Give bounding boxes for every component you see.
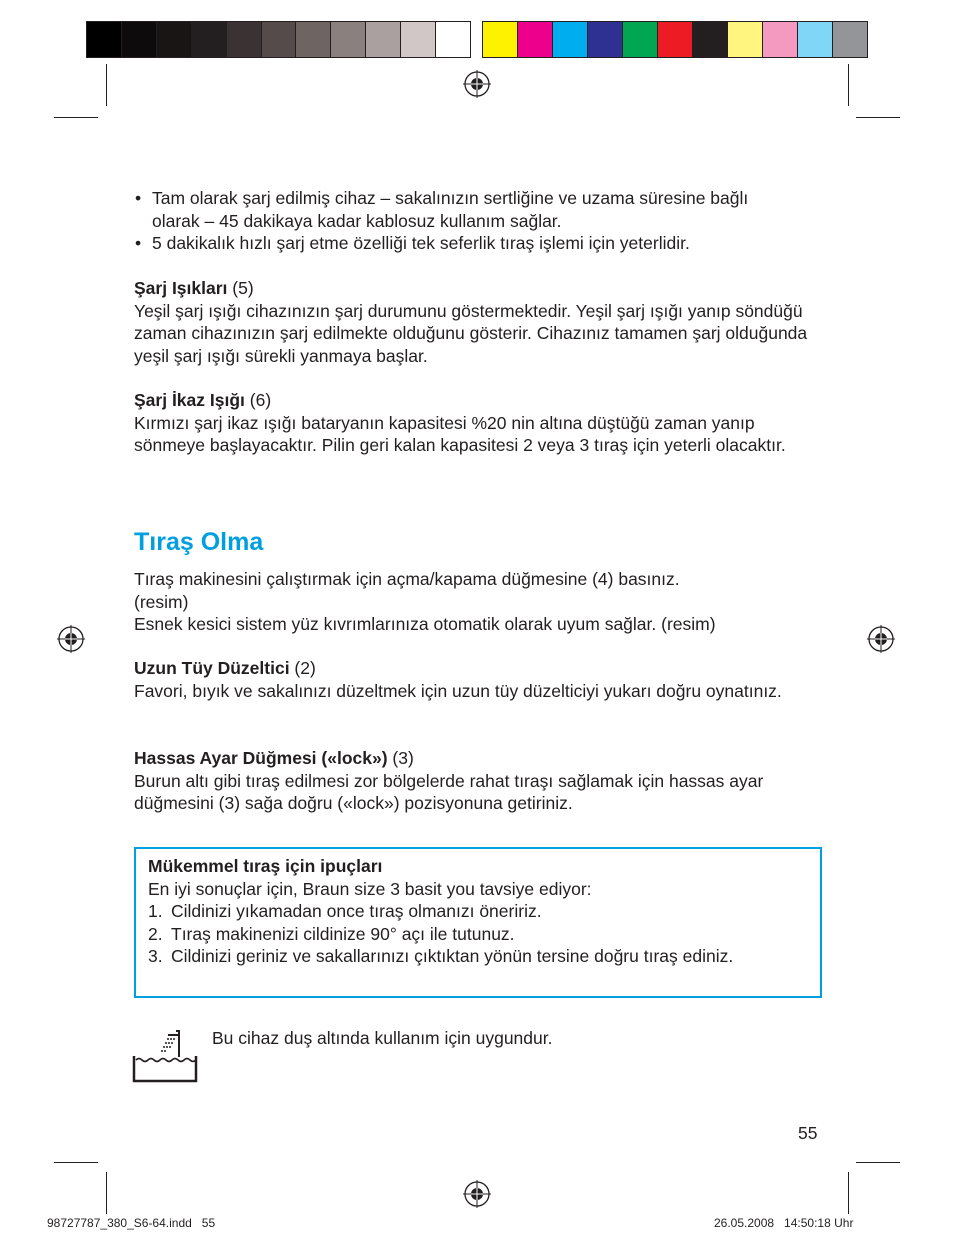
tips-intro: En iyi sonuçlar için, Braun size 3 basit you tavsiye ediyor: <box>148 878 592 899</box>
tips-item-text: Cildinizi geriniz ve sakallarınızı çıktıktan yönün tersine doğru tıraş ediniz. <box>171 946 734 966</box>
color-swatch <box>192 22 227 57</box>
section-ref: (6) <box>244 390 272 410</box>
color-swatch <box>366 22 401 57</box>
section-heading <box>134 747 824 770</box>
shaving-intro <box>134 568 834 636</box>
trimmer-section <box>134 657 794 702</box>
section-heading <box>134 657 794 680</box>
lock-section <box>134 747 824 815</box>
footer-date-info: 26.05.2008 14:50:18 Uhr <box>714 1216 854 1230</box>
crop-mark <box>54 1162 98 1163</box>
crop-mark <box>106 1172 107 1214</box>
shower-bath-icon <box>132 1027 198 1083</box>
registration-mark-icon <box>866 624 896 654</box>
section-title: Hassas Ayar Düğmesi («lock») <box>134 748 388 768</box>
section-body: Favori, bıyık ve sakalınızı düzeltmek için uzun tüy düzelticiyi yukarı doğru oynatınız. <box>134 680 782 701</box>
color-swatch <box>763 22 798 57</box>
tips-content <box>148 855 788 968</box>
registration-mark-icon <box>462 69 492 99</box>
section-heading <box>134 277 824 300</box>
color-swatch <box>728 22 763 57</box>
section-heading <box>134 389 804 412</box>
tips-item <box>148 900 788 923</box>
bullet-dot: • <box>135 188 142 208</box>
section-ref: (2) <box>289 658 316 678</box>
section-body: Burun altı gibi tıraş edilmesi zor bölgelerde rahat tıraşı sağlamak için hassas ayar düğmesini (3) sağa doğru («lock») pozisyonuna getiriniz. <box>134 770 764 813</box>
color-swatch <box>122 22 157 57</box>
registration-mark-icon <box>56 624 86 654</box>
tips-item <box>148 923 788 946</box>
tips-item <box>148 945 788 968</box>
color-swatch <box>833 22 867 57</box>
tips-title: Mükemmel tıraş için ipuçları <box>148 856 383 876</box>
color-swatch <box>553 22 588 57</box>
intro-line: (resim) <box>134 591 189 612</box>
bullet-text: Tam olarak şarj edilmiş cihaz – sakalınızın sertliğine ve uzama süresine bağlı olarak – 45 dakikaya kadar kablosuz kullanım sağlar. <box>152 188 749 231</box>
color-swatch <box>331 22 366 57</box>
bullet-text: 5 dakikalık hızlı şarj etme özelliği tek seferlik tıraş işlemi için yeterlidir. <box>152 233 690 253</box>
bullet-item <box>135 232 825 255</box>
section-title: Uzun Tüy Düzeltici <box>134 658 290 678</box>
shower-text: Bu cihaz duş altında kullanım için uygundur. <box>212 1028 553 1048</box>
color-swatch <box>658 22 693 57</box>
section-title: Şarj İkaz Işığı <box>134 390 245 410</box>
bullet-dot: • <box>135 233 142 253</box>
section-ref: (3) <box>387 748 414 768</box>
tips-item-number: 3. <box>148 946 163 966</box>
color-swatch <box>518 22 553 57</box>
tips-item-number: 2. <box>148 923 163 944</box>
intro-line: Tıraş makinesini çalıştırmak için açma/kapama düğmesine (4) basınız. <box>134 569 680 589</box>
tips-item-number: 1. <box>148 901 163 921</box>
section-ref: (5) <box>227 278 254 298</box>
crop-mark <box>106 64 107 106</box>
tips-box <box>134 847 822 998</box>
crop-mark <box>54 117 98 118</box>
color-swatch <box>436 22 470 57</box>
color-swatch <box>87 22 122 57</box>
crop-mark <box>856 117 900 118</box>
section-body: Yeşil şarj ışığı cihazınızın şarj durumunu göstermektedir. Yeşil şarj ışığı yanıp söndüğü zaman cihazınızın şarj edilmekte olduğunu gösterir. Cihazınız tamamen şarj olduğunda yeşil şarj ışığı sürekli yanmaya başlar. <box>134 300 808 366</box>
page-heading: Tıraş Olma <box>134 528 264 556</box>
color-calibration-bar-grayscale <box>86 21 471 58</box>
intro-line: Esnek kesici sistem yüz kıvrımlarınıza otomatik olarak uyum sağlar. (resim) <box>134 614 716 634</box>
color-swatch <box>227 22 262 57</box>
section-title: Şarj Işıkları <box>134 278 228 298</box>
color-swatch <box>296 22 331 57</box>
color-swatch <box>693 22 728 57</box>
color-calibration-bar-color <box>482 21 868 58</box>
bullet-item <box>135 187 795 232</box>
footer-file-info: 98727787_380_S6-64.indd 55 <box>47 1216 216 1230</box>
color-swatch <box>798 22 833 57</box>
tips-item-text: Cildinizi yıkamadan once tıraş olmanızı öneririz. <box>171 901 542 921</box>
registration-mark-icon <box>462 1179 492 1209</box>
crop-mark <box>856 1162 900 1163</box>
tips-item-text: Tıraş makinenizi cildinize 90° açı ile tutunuz. <box>171 923 515 944</box>
color-swatch <box>483 22 518 57</box>
color-swatch <box>401 22 436 57</box>
page-number: 55 <box>798 1123 818 1143</box>
color-swatch <box>588 22 623 57</box>
warning-light-section <box>134 389 804 457</box>
section-body: Kırmızı şarj ikaz ışığı bataryanın kapasitesi %20 nin altına düştüğü zaman yanıp sönmeye başlayacaktır. Pilin geri kalan kapasitesi 2 veya 3 tıraş için yeterli olacaktır. <box>134 412 786 455</box>
color-swatch <box>157 22 192 57</box>
crop-mark <box>848 64 849 106</box>
color-swatch <box>623 22 658 57</box>
charge-lights-section <box>134 277 824 367</box>
color-swatch <box>262 22 297 57</box>
crop-mark <box>848 1172 849 1214</box>
